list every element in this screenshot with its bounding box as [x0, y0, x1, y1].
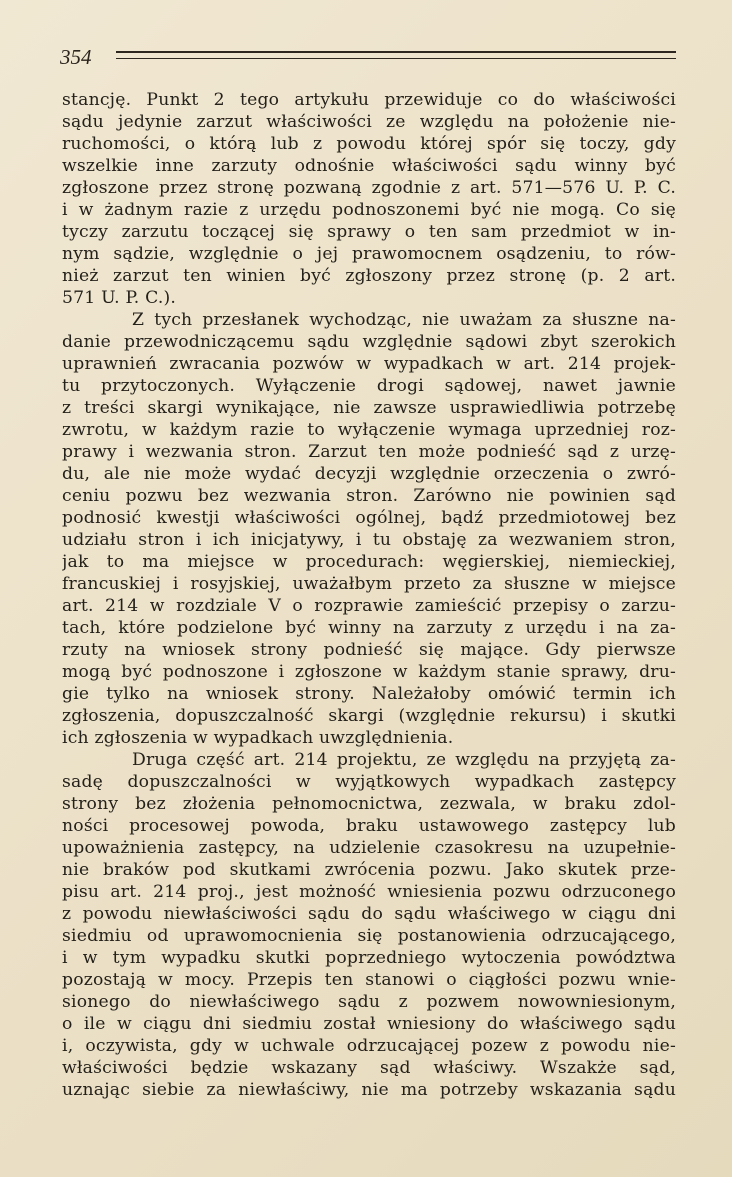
text-line: ich zgłoszenia w wypadkach uwzględnienia.: [62, 728, 454, 748]
text-line: i w tym wypadku skutki poprzedniego wytoczenia powództwa: [62, 948, 676, 968]
header-rule-thin: [116, 58, 676, 59]
text-line: sadę dopuszczalności w wyjątkowych wypadkach zastępcy: [62, 772, 676, 792]
text-line: wszelkie inne zarzuty odnośnie właściwości sądu winny być: [62, 156, 676, 176]
text-line: uznając siebie za niewłaściwy, nie ma potrzeby wskazania sądu: [62, 1080, 676, 1100]
text-line: pisu art. 214 proj., jest możność wniesienia pozwu odrzuconego: [62, 882, 676, 902]
text-line: i w żadnym razie z urzędu podnoszonemi być nie mogą. Co się: [62, 200, 676, 220]
text-line: tu przytoczonych. Wyłączenie drogi sądowej, nawet jawnie: [62, 376, 676, 396]
text-line: nie braków pod skutkami zwrócenia pozwu. Jako skutek prze-: [62, 860, 676, 880]
text-line: francuskiej i rosyjskiej, uważałbym przeto za słuszne w miejsce: [62, 574, 676, 594]
text-line: udziału stron i ich inicjatywy, i tu obstaję za wezwaniem stron,: [62, 530, 676, 550]
text-line: 571 U. P. C.).: [62, 288, 177, 308]
text-line: jak to ma miejsce w procedurach: węgierskiej, niemieckiej,: [62, 552, 676, 572]
text-line: ności procesowej powoda, braku ustawowego zastępcy lub: [62, 816, 676, 836]
text-line: zgłoszone przez stronę pozwaną zgodnie z art. 571—576 U. P. C.: [62, 178, 676, 198]
text-line: i, oczywista, gdy w uchwale odrzucającej pozew z powodu nie-: [62, 1036, 676, 1056]
text-line: gie tylko na wniosek strony. Należałoby omówić termin ich: [62, 684, 676, 704]
text-line: Z tych przesłanek wychodząc, nie uważam za słuszne na-: [132, 310, 676, 330]
text-line: Druga część art. 214 projektu, ze względu na przyjętą za-: [132, 750, 676, 770]
text-line: prawy i wezwania stron. Zarzut ten może podnieść sąd z urzę-: [62, 442, 676, 462]
text-line: nym sądzie, względnie o jej prawomocnem osądzeniu, to rów-: [62, 244, 676, 264]
text-line: ruchomości, o którą lub z powodu której spór się toczy, gdy: [62, 134, 676, 154]
text-line: zwrotu, w każdym razie to wyłączenie wymaga uprzedniej roz-: [62, 420, 676, 440]
text-line: upoważnienia zastępcy, na udzielenie czasokresu na uzupełnie-: [62, 838, 676, 858]
text-line: tach, które podzielone być winny na zarzuty z urzędu i na za-: [62, 618, 676, 638]
text-line: ceniu pozwu bez wezwania stron. Zarówno nie powinien sąd: [62, 486, 676, 506]
text-line: siedmiu od uprawomocnienia się postanowienia odrzucającego,: [62, 926, 676, 946]
text-line: strony bez złożenia pełnomocnictwa, zezwala, w braku zdol-: [62, 794, 676, 814]
text-line: nież zarzut ten winien być zgłoszony przez stronę (p. 2 art.: [62, 266, 676, 286]
text-line: tyczy zarzutu toczącej się sprawy o ten sam przedmiot w in-: [62, 222, 676, 242]
text-line: art. 214 w rozdziale V o rozprawie zamieścić przepisy o zarzu-: [62, 596, 676, 616]
text-line: sionego do niewłaściwego sądu z pozwem nowowniesionym,: [62, 992, 676, 1012]
text-line: stancję. Punkt 2 tego artykułu przewiduje co do właściwości: [62, 90, 676, 110]
text-line: z powodu niewłaściwości sądu do sądu właściwego w ciągu dni: [62, 904, 676, 924]
page-header: [60, 44, 676, 72]
text-line: pozostają w mocy. Przepis ten stanowi o ciągłości pozwu wnie-: [62, 970, 676, 990]
text-line: du, ale nie może wydać decyzji względnie orzeczenia o zwró-: [62, 464, 676, 484]
text-line: rzuty na wniosek strony podnieść się mające. Gdy pierwsze: [62, 640, 676, 660]
text-line: właściwości będzie wskazany sąd właściwy. Wszakże sąd,: [62, 1058, 676, 1078]
text-line: z treści skargi wynikające, nie zawsze usprawiedliwia potrzebę: [62, 398, 676, 418]
text-line: danie przewodniczącemu sądu względnie sądowi zbyt szerokich: [62, 332, 676, 352]
body-text: [62, 89, 676, 1101]
text-line: podnosić kwestji właściwości ogólnej, bądź przedmiotowej bez: [62, 508, 676, 528]
text-line: o ile w ciągu dni siedmiu został wniesiony do właściwego sądu: [62, 1014, 676, 1034]
text-line: mogą być podnoszone i zgłoszone w każdym stanie sprawy, dru-: [62, 662, 676, 682]
text-line: uprawnień zwracania pozwów w wypadkach w art. 214 projek-: [62, 354, 676, 374]
header-rule-thick: [116, 51, 676, 53]
text-line: sądu jedynie zarzut właściwości ze względu na położenie nie-: [62, 112, 676, 132]
text-line: zgłoszenia, dopuszczalność skargi (względnie rekursu) i skutki: [62, 706, 676, 726]
page-number: 354: [60, 45, 92, 69]
